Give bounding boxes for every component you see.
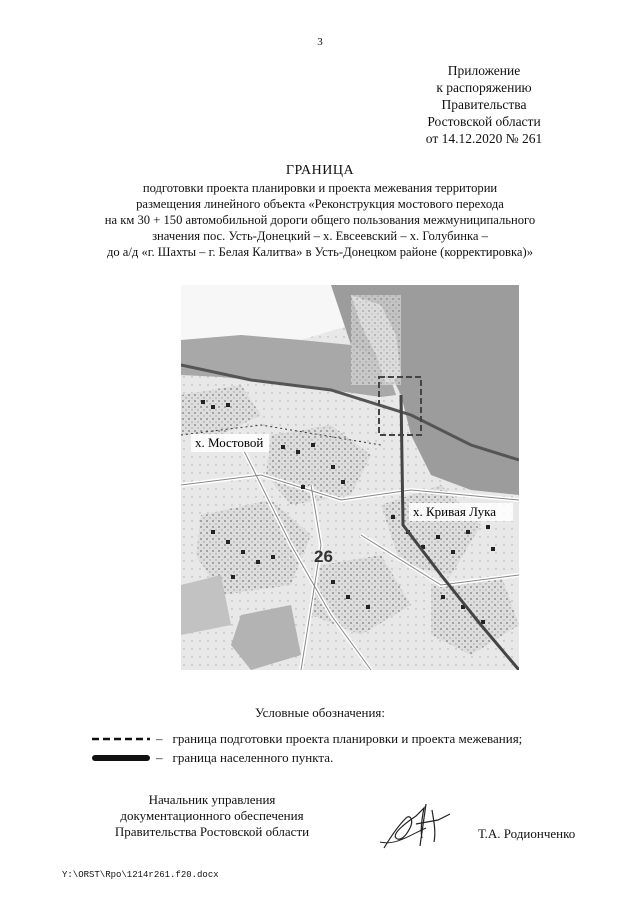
appendix-line: от 14.12.2020 № 261 [425,131,543,146]
document-title: ГРАНИЦА [285,163,355,178]
dashed-line-icon [92,733,150,745]
thick-line-icon [92,752,150,764]
subtitle-line: до а/д «г. Шахты – г. Белая Калитва» в Усть-Донецком районе (корректировка)» [106,245,534,259]
subtitle-line: размещения линейного объекта «Реконструкция мостового перехода [136,197,504,211]
signatory-line: документационного обеспечения [120,808,304,823]
appendix-line: к распоряжению [436,80,532,95]
legend-item-settlement-boundary [92,750,333,766]
legend-dash: – [156,731,163,746]
appendix-line: Ростовской области [427,114,541,129]
signatory-line: Начальник управления [148,792,276,807]
map-label-26: 26 [314,547,333,566]
subtitle-line: значения пос. Усть-Донецкий – х. Евсеевский – х. Голубинка – [152,229,488,243]
legend-label: граница населенного пункта. [172,750,334,765]
signatory-position [62,792,362,840]
file-path: Y:\ORST\Rpo\1214r261.f20.docx [62,870,219,880]
legend-dash: – [156,750,163,765]
subtitle-line: подготовки проекта планировки и проекта межевания территории [142,181,498,195]
appendix-block [384,62,584,147]
legend-label: граница подготовки проекта планировки и проекта межевания; [172,731,523,746]
subtitle-line: на км 30 + 150 автомобильной дороги общего пользования межмуниципального [104,213,536,227]
appendix-line: Приложение [447,63,521,78]
signatory-name: Т.А. Родионченко [478,826,576,841]
legend-item-project-boundary [92,731,522,747]
map-image [181,285,519,670]
map-label-mostovoy: х. Мостовой [195,435,264,450]
document-subtitle [30,180,610,260]
signature-image [376,798,454,854]
appendix-line: Правительства [441,97,527,112]
signatory-line: Правительства Ростовской области [114,824,310,839]
page-number: 3 [317,36,323,48]
legend-title: Условные обозначения: [254,705,386,720]
map-label-krivaya-luka: х. Кривая Лука [413,504,496,519]
